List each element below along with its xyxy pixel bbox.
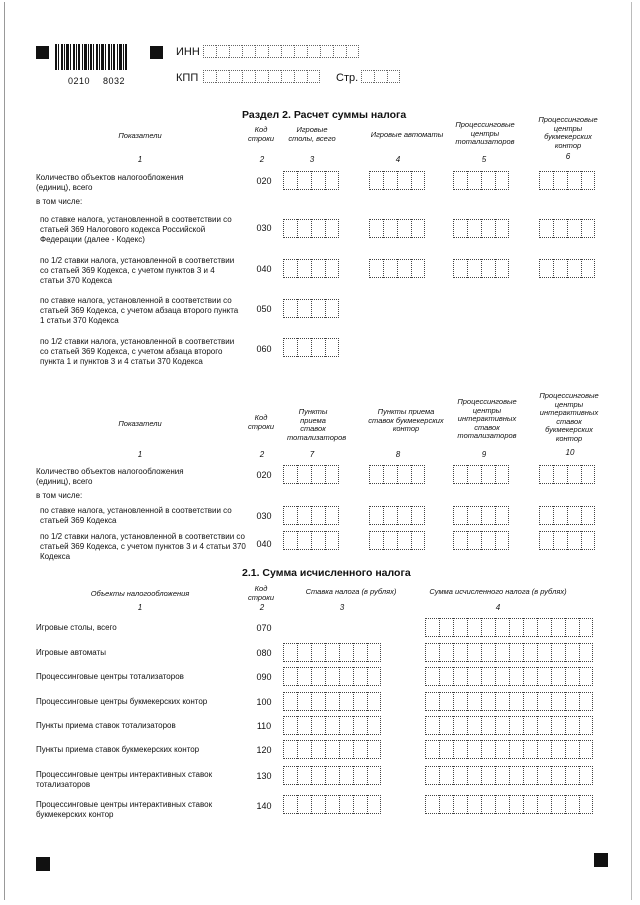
s21-row-080-label: Игровые автоматы: [36, 648, 106, 657]
s21-row-110-code: 110: [256, 721, 272, 731]
table2-row-040-col7[interactable]: [283, 531, 339, 550]
table1-row-040-col6[interactable]: [539, 259, 595, 278]
table1-colnum-1: 1: [137, 155, 143, 164]
table2-row-030-col9[interactable]: [453, 506, 509, 525]
table2-row-020-col8[interactable]: [369, 465, 425, 484]
table1-header-col5: Процессинговые центры тотализаторов: [455, 120, 515, 146]
s21-row-140-rate[interactable]: [283, 795, 381, 814]
table1-row-030-col3[interactable]: [283, 219, 339, 238]
s21-row-110-rate[interactable]: [283, 716, 381, 735]
s21-row-130-code: 130: [256, 771, 272, 781]
table1-header-col4: Игровые автоматы: [370, 130, 444, 139]
s21-row-100-code: 100: [256, 697, 272, 707]
table1-colnum-4: 4: [395, 155, 401, 164]
s21-header-objects: Объекты налогообложения: [90, 589, 190, 598]
table2-row-020-col10[interactable]: [539, 465, 595, 484]
s21-row-070-label: Игровые столы, всего: [36, 623, 117, 632]
table1-row-030-col4[interactable]: [369, 219, 425, 238]
table1-header-code: Код строки: [248, 125, 274, 143]
table2-row-020-code: 020: [256, 470, 272, 480]
inn-label: ИНН: [176, 46, 200, 58]
s21-row-080-sum[interactable]: [425, 643, 593, 662]
table1-colnum-5: 5: [481, 155, 487, 164]
barcode-icon: [55, 44, 127, 78]
table2-header-col9: Процессинговые центры интерактивных ставок тотализаторов: [457, 397, 517, 440]
s21-row-120-code: 120: [256, 745, 272, 755]
table2-row-030-code: 030: [256, 511, 272, 521]
s21-row-070-code: 070: [256, 623, 272, 633]
table1-row-020-code: 020: [256, 176, 272, 186]
s21-row-080-code: 080: [256, 648, 272, 658]
s21-row-090-label: Процессинговые центры тотализаторов: [36, 672, 184, 681]
s21-colnum-2: 2: [259, 603, 265, 612]
table1-header-indicators: Показатели: [118, 131, 162, 140]
table2-header-col8: Пункты приема ставок букмекерских контор: [368, 407, 444, 433]
s21-colnum-3: 3: [339, 603, 345, 612]
table1-row-040-col3[interactable]: [283, 259, 339, 278]
table2-row-020-label: Количество объектов налогообложения (единиц), всего: [36, 467, 184, 486]
kpp-label: КПП: [176, 72, 199, 84]
table1-row-050-code: 050: [256, 304, 272, 314]
s21-row-130-sum[interactable]: [425, 766, 593, 785]
table2-header-indicators: Показатели: [118, 419, 162, 428]
table1-row-020-col4[interactable]: [369, 171, 425, 190]
table2-colnum-8: 8: [395, 450, 401, 459]
table1-colnum-3: 3: [309, 155, 315, 164]
table1-row-020-col5[interactable]: [453, 171, 509, 190]
table1-row-050-col3[interactable]: [283, 299, 339, 318]
s21-row-110-sum[interactable]: [425, 716, 593, 735]
s21-row-120-label: Пункты приема ставок букмекерских контор: [36, 745, 200, 754]
table1-row-040-col5[interactable]: [453, 259, 509, 278]
s21-row-140-code: 140: [256, 801, 272, 811]
table2-row-040-col10[interactable]: [539, 531, 595, 550]
subsection-title: 2.1. Сумма исчисленного налога: [242, 567, 411, 579]
table1-row-060-code: 060: [256, 344, 272, 354]
table1-row-020-label: Количество объектов налогообложения (единиц), всего: [36, 173, 184, 192]
s21-header-sum: Сумма исчисленного налога (в рублях): [429, 587, 567, 596]
s21-row-100-sum[interactable]: [425, 692, 593, 711]
s21-row-140-sum[interactable]: [425, 795, 593, 814]
table1-row-040-code: 040: [256, 264, 272, 274]
table2-row-030-label: по ставке налога, установленной в соответствии со статьей 369 Кодекса: [40, 506, 232, 525]
table2-colnum-1: 1: [137, 450, 143, 459]
table1-row-030-label: по ставке налога, установленной в соответствии со статьей 369 Налогового кодекса Российской Федерации (далее - Кодекс): [40, 215, 232, 244]
s21-row-100-label: Процессинговые центры букмекерских контор: [36, 697, 208, 706]
table2-row-020-col9[interactable]: [453, 465, 509, 484]
s21-header-code: Код строки: [248, 584, 274, 602]
s21-row-130-rate[interactable]: [283, 766, 381, 785]
table2-header-code: Код строки: [248, 413, 274, 431]
table2-row-040-code: 040: [256, 539, 272, 549]
table2-row-030-col10[interactable]: [539, 506, 595, 525]
s21-row-130-label: Процессинговые центры интерактивных ставок тотализаторов: [36, 770, 213, 789]
barcode-number-right: 8032: [103, 76, 126, 86]
table2-colnum-7: 7: [309, 450, 315, 459]
s21-row-090-code: 090: [256, 672, 272, 682]
s21-colnum-4: 4: [495, 603, 501, 612]
page-number-input[interactable]: [361, 70, 400, 83]
table1-row-060-col3[interactable]: [283, 338, 339, 357]
s21-row-120-sum[interactable]: [425, 740, 593, 759]
table2-header-col7: Пункты приема ставок тотализаторов: [287, 407, 347, 442]
table1-row-020-col3[interactable]: [283, 171, 339, 190]
table1-row-020-col6[interactable]: [539, 171, 595, 190]
s21-row-070-sum[interactable]: [425, 618, 593, 637]
table2-colnum-9: 9: [481, 450, 487, 459]
table2-row-030-col8[interactable]: [369, 506, 425, 525]
table1-in-that-number: в том числе:: [36, 197, 83, 206]
table1-row-030-code: 030: [256, 223, 272, 233]
table2-row-040-col8[interactable]: [369, 531, 425, 550]
table2-row-040-col9[interactable]: [453, 531, 509, 550]
s21-row-090-rate[interactable]: [283, 667, 381, 686]
s21-row-120-rate[interactable]: [283, 740, 381, 759]
table2-header-col10: Процессинговые центры интерактивных ставок букмекерских контор: [539, 391, 599, 443]
table1-row-050-label: по ставке налога, установленной в соответствии со статьей 369 Кодекса, с учетом абзаца второго пункта 1 статьи 370 Кодекса: [40, 296, 239, 325]
page-label: Стр.: [336, 72, 359, 84]
table2-row-030-col7[interactable]: [283, 506, 339, 525]
s21-row-110-label: Пункты приема ставок тотализаторов: [36, 721, 176, 730]
table2-colnum-2: 2: [259, 450, 265, 459]
table1-row-040-col4[interactable]: [369, 259, 425, 278]
s21-row-100-rate[interactable]: [283, 692, 381, 711]
corner-marker-bottom-right: [594, 853, 608, 867]
table1-header-col6: Процессинговые центры букмекерских контор: [538, 115, 598, 150]
corner-marker-top-right: [150, 46, 163, 59]
table1-header-col3: Игровые столы, всего: [288, 125, 336, 143]
s21-colnum-1: 1: [137, 603, 143, 612]
s21-row-090-sum[interactable]: [425, 667, 593, 686]
table2-colnum-10: 10: [565, 448, 575, 457]
table1-row-030-col5[interactable]: [453, 219, 509, 238]
section-title: Раздел 2. Расчет суммы налога: [242, 109, 407, 121]
table1-colnum-2: 2: [259, 155, 265, 164]
barcode-number-left: 0210: [68, 76, 91, 86]
table2-row-020-col7[interactable]: [283, 465, 339, 484]
table1-row-030-col6[interactable]: [539, 219, 595, 238]
table1-row-040-label: по 1/2 ставки налога, установленной в соответствии со статьей 369 Кодекса, с учетом пунктов 3 и 4 статьи 370 Кодекса: [40, 256, 235, 285]
table1-colnum-6: 6: [565, 152, 571, 161]
table1-row-060-label: по 1/2 ставки налога, установленной в соответствии со статьей 369 Кодекса, с учетом абзаца второго пункта 1 и пунктов 3 и 4 статьи 370 Кодекса: [40, 337, 235, 366]
kpp-input[interactable]: [203, 70, 320, 83]
s21-row-080-rate[interactable]: [283, 643, 381, 662]
table2-in-that-number: в том числе:: [36, 491, 83, 500]
s21-header-rate: Ставка налога (в рублях): [305, 587, 397, 596]
inn-input[interactable]: [203, 45, 359, 58]
corner-marker-top-left: [36, 46, 49, 59]
s21-row-140-label: Процессинговые центры интерактивных ставок букмекерских контор: [36, 800, 213, 819]
table2-row-040-label: по 1/2 ставки налога, установленной в соответствии со статьей 369 Кодекса, с учетом пунктов 3 и 4 статьи 370 Кодекса: [40, 532, 246, 561]
corner-marker-bottom-left: [36, 857, 50, 871]
